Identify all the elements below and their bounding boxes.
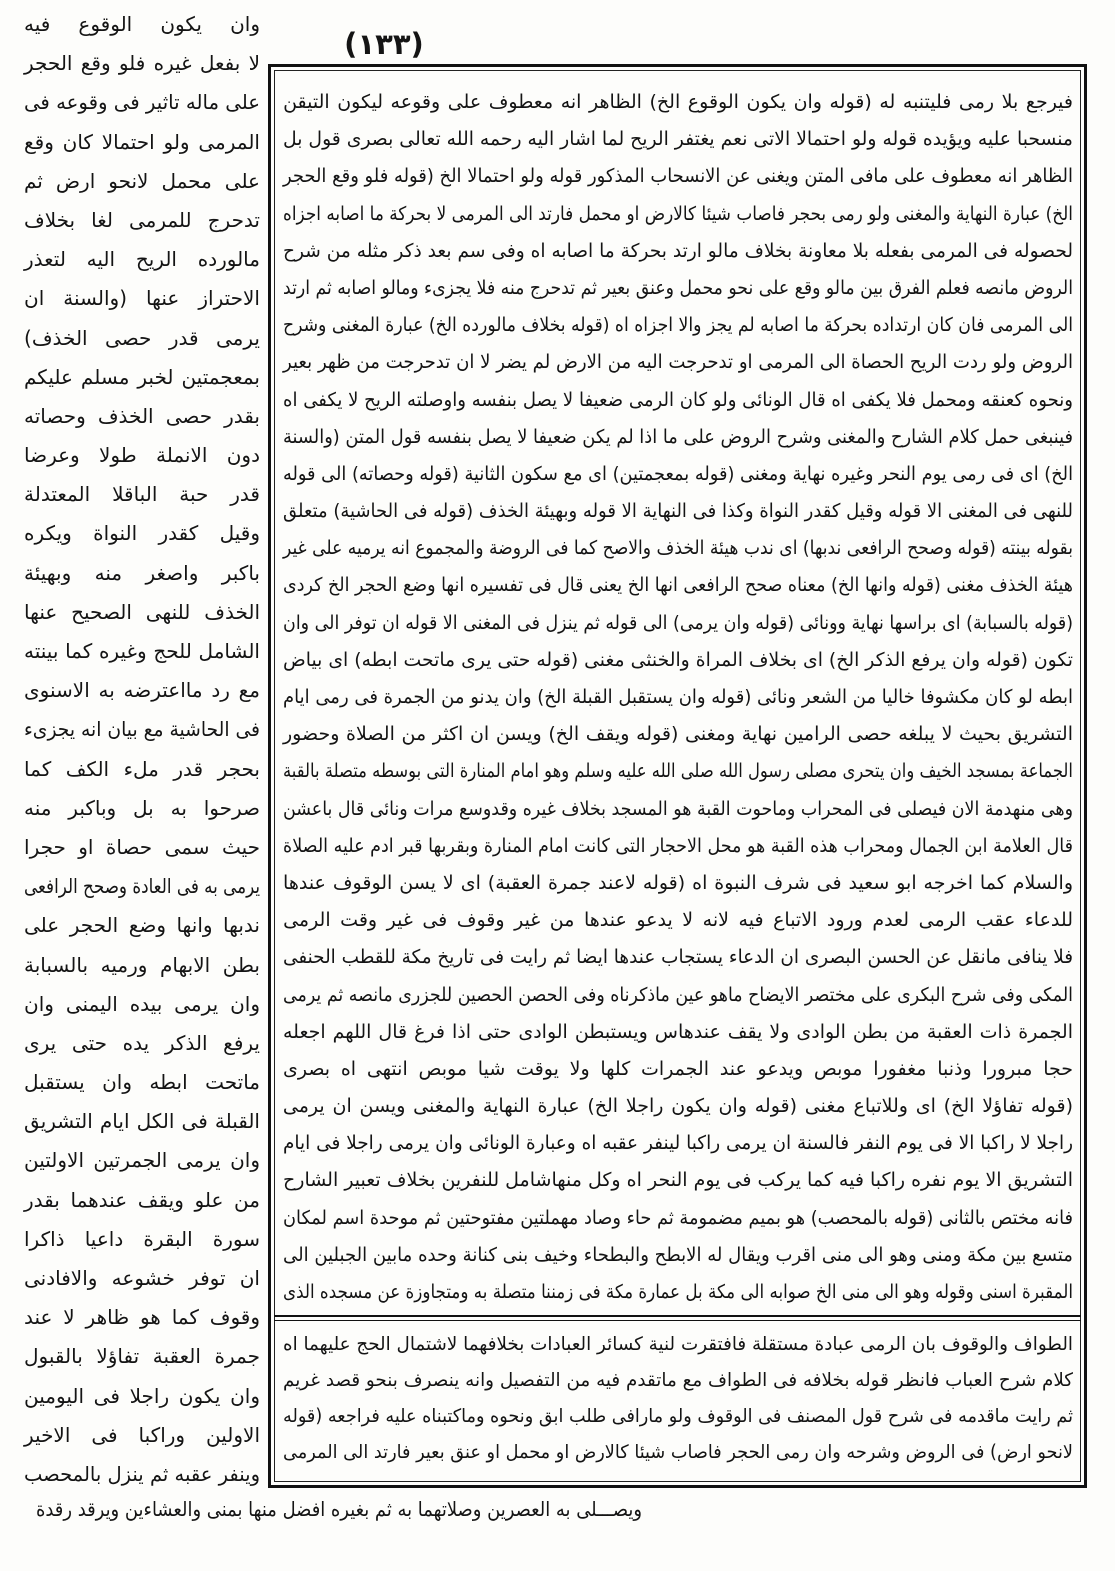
matn-line: الاولين وراكبا فى الاخير — [24, 1422, 260, 1447]
matn-line: ماتحت ابطه وان يستقبل — [23, 1070, 260, 1095]
commentary-line: الروض ولو ردت الريح الحصاة الى المرمى او تدحرجت اليه من الارض لم يضر لا ان تدحرجت من ظهر بعير — [282, 351, 1073, 374]
matn-line: مع رد مااعترضه به الاسنوى — [24, 678, 260, 703]
matn-line: لا بفعل غيره فلو وقع الحجر — [23, 51, 260, 76]
matn-line: وان يرمى الجمرتين الاولتين — [23, 1148, 260, 1173]
matn-line: وينفر عقبه ثم ينزل بالمحصب — [23, 1461, 261, 1486]
matn-continuation-line: ويصـــلى به العصرين وصلاتهما به ثم بغيره افضل منها بمنى والعشاءين ويرقد رقدة — [36, 1497, 643, 1521]
commentary-line: المقبرة اسنى وقوله وهو الى منى الخ صوابه الى مكة بل عمارة مكة فى زمننا متصلة به ومتجاوزة عن مسجده الذى — [282, 1281, 1073, 1303]
matn-line: دون الانملة طولا وعرضا — [24, 443, 260, 468]
commentary-line: للدعاء عقب الرمى لعدم ورود الاتباع فيه لانه لا يدعو عندها من غير وقوف فى غير وقت الرمى — [283, 909, 1073, 932]
matn-line: تدحرج للمرمى لغا بخلاف — [23, 207, 260, 232]
page-number: (١٣٣) — [344, 27, 424, 61]
commentary-line: بقوله بينته (قوله وصحح الرافعى ندبها) اى ندب هيئة الخذف والاصح كما فى الروضة والمجموع انه يرميه على غير — [283, 537, 1073, 560]
matn-line: بطن الابهام ورميه بالسبابة — [24, 952, 260, 977]
commentary-line: ابطه لو كان مكشوفا خاليا من الشعر ونائى (قوله وان يستقبل القبلة الخ) وان يدنو من الجمرة فى رمى ايام — [282, 686, 1074, 708]
commentary-line: وهى منهدمة الان فيصلى فى المحراب وماحوت القبة هو المسجد بخلاف غيره وقدوسع مرات ونائى قال باعشن — [282, 797, 1073, 820]
matn-line: قدر حبة الباقلا المعتدلة — [24, 482, 260, 507]
commentary-line: فانه مختص بالثانى (قوله بالمحصب) هو بميم مضمومة ثم حاء وصاد مهملتين مفتوحتين ثم موحدة اسم لمكان — [282, 1206, 1073, 1229]
matn-line: يرمى قدر حصى الخذف) — [24, 325, 260, 350]
matn-line: من علو ويقف عندهما بقدر — [23, 1187, 260, 1212]
matn-line: سورة البقرة داعيا ذاكرا — [24, 1226, 260, 1251]
commentary-line: المكى وفى شرح البكرى على مختصر الايضاح ماهو عين ماذكرناه وفى الحصن الحصين للجزرى مانصه ثم يرمى — [282, 983, 1073, 1006]
matn-line: يرمى به فى العادة وصحح الرافعى — [24, 874, 260, 899]
commentary-line: ونحوه كعنقه ومحمل فلا يكفى اه قال الونائى ولو كان الرمى ضعيفا لا يصل بنفسه واوصلته الريح لا يكفى اه — [282, 388, 1073, 411]
commentary-line: الظاهر انه معطوف على مافى المتن ويغنى عن الانسحاب المذكور قوله ولو احتمالا الخ (قوله فلو وقع الحجر — [282, 165, 1074, 188]
matn-line: على ماله تاثير فى وقوعه فى — [24, 90, 260, 115]
commentary-line: حجا مبرورا وذنبا مغفورا موبص ويدعو عند الجمرات كلها ولا يوقت شيا موبص انتهى اه بصرى — [282, 1057, 1073, 1080]
matn-line: جمرة العقبة تفاؤلا بالقبول — [24, 1344, 260, 1369]
matn-line: الخذف للنهى الصحيح عنها — [24, 599, 260, 624]
matn-line: بقدر حصى الخذف وحصاته — [24, 403, 260, 428]
matn-line: القبلة فى الكل ايام التشريق — [24, 1109, 260, 1134]
commentary-line: الخ) اى فى رمى يوم النحر وغيره نهاية ومغنى (قوله بمعجمتين) اى مع سكون الثانية (قوله وحصاته) الى قوله — [282, 462, 1073, 485]
matn-line: وان يرمى بيده اليمنى وان — [24, 991, 260, 1016]
commentary-line: منسحبا عليه ويؤيده قوله ولو احتمالا الاتى نعم يغتفر الريح لما اشار اليه رحمه الله تعالى بصرى قول بل — [282, 128, 1073, 151]
matn-line: مالورده الريح اليه لتعذر — [24, 247, 260, 272]
footnote-line: لانحو ارض) فى الروض وشرحه وان رمى الحجر فاصاب شيئا كالارض او محمل او عنق بعير فارتد الى المرمى — [283, 1442, 1073, 1463]
matn-line: يرفع الذكر يده حتى يرى — [23, 1030, 260, 1055]
commentary-line: هيئة الخذف مغنى (قوله وانها الخ) معناه صحح الرافعى انها الخ يعنى قال فى تفسيره انها وضع الحجر الخ كردى — [283, 574, 1073, 597]
commentary-line: الجمرة ذات العقبة من بطن الوادى ولا يقف عندهاس ويستبطن الوادى حتى اذا فرغ قال اللهم اجعله — [283, 1020, 1073, 1043]
matn-line: باكبر واصغر منه وبهيئة — [23, 560, 260, 585]
footnote-section — [283, 1327, 1073, 1471]
footnote-line: ثم رايت ماقدمه فى شرح قول المصنف فى الوقوف ولو مارافى طلب ابق ونحوه وماكتبناه عليه فراجعه (قوله — [282, 1406, 1073, 1427]
matn-line: ندبها وانها وضع الحجر على — [23, 913, 260, 938]
matn-line: الشامل للحج وغيره كما بينته — [23, 639, 260, 663]
commentary-line: فلا ينافى مانقل عن الحسن البصرى ان الدعاء يستجاب عندها ايضا ثم رايت فى تاريخ مكة للقطب الحنفى — [282, 946, 1073, 969]
commentary-line: لحصوله فى المرمى بفعله بلا معاونة بخلاف مالو ارتد بحركة ما اصابه اه وفى سم بعد ذكر مثله من شرح — [282, 239, 1073, 262]
commentary-body — [283, 84, 1073, 1311]
matn-line: وقيل كقدر النواة ويكره — [24, 521, 260, 546]
commentary-line: فيرجع بلا رمى فليتنبه له (قوله وان يكون الوقوع الخ) الظاهر انه معطوف على وقوعه ليكون التيقن — [283, 91, 1073, 113]
commentary-line: (قوله بالسبابة) اى براسها نهاية وونائى (قوله وان يرمى) الى قوله ثم ينزل فى المغنى الا قوله ان توفر الى وان — [283, 611, 1073, 634]
matn-line: صرحوا به بل وباكبر منه — [23, 795, 260, 820]
commentary-line: التشريق الا يوم نفره راكبا فيه كما يركب فى يوم النحر اه وكل منهاشامل للنفرين بخلاف تعبير الشارح — [283, 1169, 1073, 1192]
commentary-line: راجلا لا راكبا الا فى يوم النفر فالسنة ان يرمى راكبا لينفر عقبه اه وعبارة الونائى وان يرمى راجلا فى ايام — [282, 1132, 1073, 1155]
matn-line: الاحتراز عنها (والسنة ان — [24, 286, 260, 311]
footnote-separator — [274, 1315, 1081, 1321]
matn-line: بمعجمتين لخبر مسلم عليكم — [23, 364, 260, 389]
matn-line: حيث سمى حصاة او حجرا — [24, 834, 260, 859]
matn-line: بحجر قدر ملء الكف كما — [24, 756, 260, 781]
commentary-line: للنهى فى المغنى الا قوله وقيل كقدر النواة وكذا فى النهاية الا قوله وبهيئة الخذف (قوله فى الحاشية) متعلق — [283, 500, 1073, 523]
commentary-line: الخ) عبارة النهاية والمغنى ولو رمى بحجر فاصاب شيئا كالارض او محمل فارتد الى المرمى لا بحركة ما اصابه اجزاه — [283, 202, 1074, 225]
matn-line: وقوف كما هو ظاهر لا عند — [24, 1305, 260, 1330]
matn-column — [24, 5, 260, 1494]
commentary-line: التشريق بحيث لا يبلغه حصى الرامين نهاية ومغنى (قوله ويقف الخ) ويسن ان اكثر من الصلاة وحضور — [283, 723, 1073, 746]
matn-line: وان يكون الوقوع فيه — [23, 12, 260, 36]
commentary-line: تكون (قوله وان يرفع الذكر الخ) اى بخلاف المراة والخنثى مغنى (قوله حتى يرى ماتحت ابطه) اى بياض — [283, 648, 1073, 671]
commentary-line: الروض مانصه فعلم الفرق بين مالو وقع على نحو محمل وعنق بعير ثم تدحرج منه فلا يجزىء ومالو اصابه ثم ارتد — [283, 276, 1073, 299]
commentary-line: الى المرمى فان كان ارتداده بحركة ما اصابه لم يجز والا اجزاه اه (قوله بخلاف مالورده الخ) عبارة المغنى وشرح — [282, 314, 1073, 337]
commentary-line: فينبغى حمل كلام الشارح والمغنى وشرح الروض على ما اذا لم يكن ضعيفا لا يصل بنفسه قول المتن (والسنة — [282, 425, 1073, 448]
footnote-line: كلام شرح العباب فانظر قوله بخلافه فى الطواف مع ماتقدم فيه من التفصيل وانه ينصرف بنحو قصد غريم — [282, 1370, 1073, 1391]
commentary-line: الجماعة بمسجد الخيف وان يتحرى مصلى رسول الله صلى الله عليه وسلم وهو امام المنارة التى بوسطه متصلة بالقبة — [282, 760, 1073, 783]
commentary-line: قال العلامة ابن الجمال ومحراب هذه القبة هو محل الاحجار التى كانت امام المنارة وبقربها قبر ادم عليه الصلاة — [283, 834, 1073, 857]
commentary-line: متسع بين مكة ومنى وهو الى منى اقرب ويقال له الابطح والبطحاء وخيف بنى كنانة وحده مابين الجبلين الى — [283, 1243, 1073, 1266]
matn-line: ان توفر خشوعه والافادنى — [23, 1266, 260, 1290]
matn-line: المرمى ولو احتمالا كان وقع — [23, 129, 260, 154]
matn-line: على محمل لانحو ارض ثم — [24, 168, 260, 193]
matn-line: فى الحاشية مع بيان انه يجزىء — [24, 717, 261, 742]
matn-line: وان يكون راجلا فى اليومين — [24, 1383, 260, 1408]
footnote-line: الطواف والوقوف بان الرمى عبادة مستقلة فافتقرت لنية كسائر العبادات بخلافهما لاشتمال الحج عليهما اه — [282, 1334, 1073, 1355]
commentary-line: (قوله تفاؤلا الخ) اى وللاتباع مغنى (قوله وان يكون راجلا الخ) عبارة النهاية والمغنى ويسن ان يرمى — [282, 1095, 1073, 1118]
commentary-line: والسلام كما اخرجه ابو سعيد فى شرف النبوة اه (قوله لاعند جمرة العقبة) اى لا يسن الوقوف عندها — [283, 871, 1073, 894]
